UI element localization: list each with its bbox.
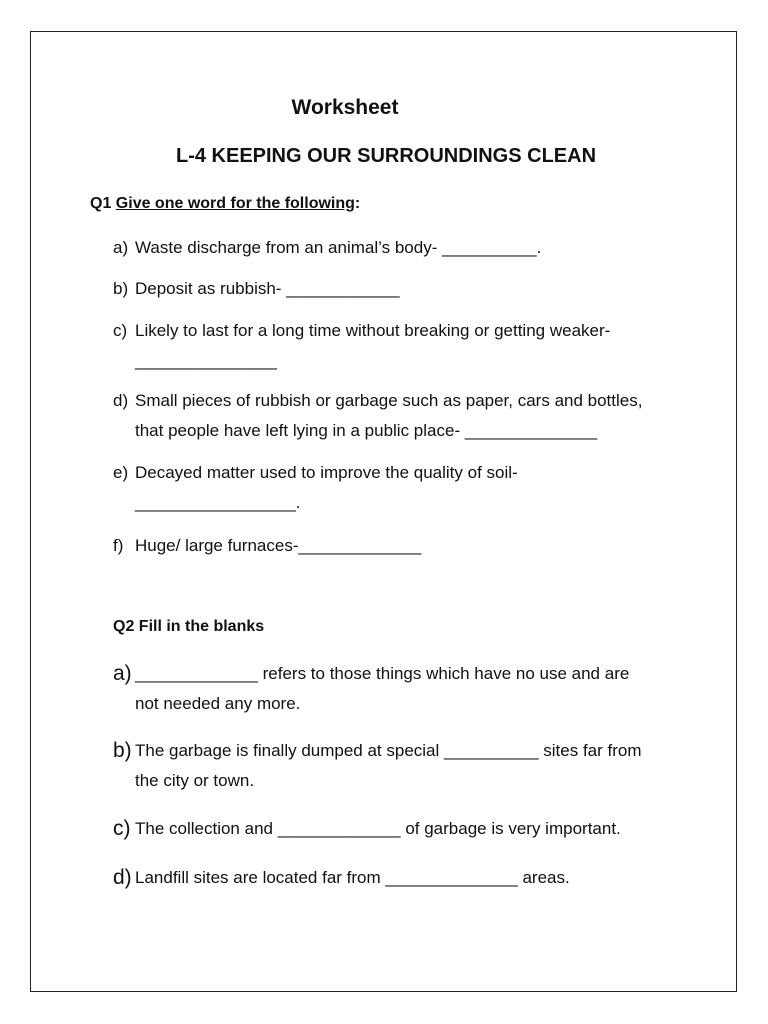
- q1-heading: [90, 195, 360, 213]
- q1-item-marker: f): [113, 536, 124, 555]
- q2-item-text: Landfill sites are located far from ______________ areas.: [135, 868, 570, 887]
- q1-instruction: Give one word for the following: [115, 195, 355, 212]
- q2-item-marker: b): [113, 739, 132, 762]
- q1-item-text: Waste discharge from an animal’s body- __________.: [135, 238, 542, 257]
- q2-item-marker: c): [113, 817, 131, 840]
- q1-item-marker: a): [113, 238, 129, 257]
- q1-item-marker: e): [113, 463, 129, 482]
- q2-item-marker: d): [113, 866, 132, 889]
- q2-item-text: The garbage is finally dumped at special __________ sites far from the city or town.: [135, 741, 642, 790]
- q1-item-marker: b): [113, 279, 129, 298]
- q1-item-text: Likely to last for a long time without breaking or getting weaker- _______________: [135, 321, 611, 370]
- q1-item-marker: c): [113, 321, 128, 340]
- q1-colon: :: [354, 195, 361, 212]
- q2-item-marker: a): [113, 662, 132, 685]
- q1-item-marker: d): [113, 391, 129, 410]
- q1-item-text: Small pieces of rubbish or garbage such as paper, cars and bottles, that people have left lying in a public place- ______________: [135, 391, 643, 440]
- q1-item-text: Deposit as rubbish- ____________: [135, 279, 400, 298]
- worksheet-subtitle: L-4 KEEPING OUR SURROUNDINGS CLEAN: [175, 145, 597, 167]
- q2-item-text: _____________ refers to those things which have no use and are not needed any more.: [135, 664, 630, 713]
- worksheet-title: Worksheet: [291, 96, 399, 119]
- q2-heading: Q2 Fill in the blanks: [113, 618, 265, 635]
- q1-number: Q1: [90, 195, 116, 212]
- q1-item-text: Decayed matter used to improve the quality of soil- _________________.: [135, 463, 518, 512]
- q1-item-text: Huge/ large furnaces-_____________: [135, 536, 422, 555]
- q2-item-text: The collection and _____________ of garbage is very important.: [135, 819, 621, 838]
